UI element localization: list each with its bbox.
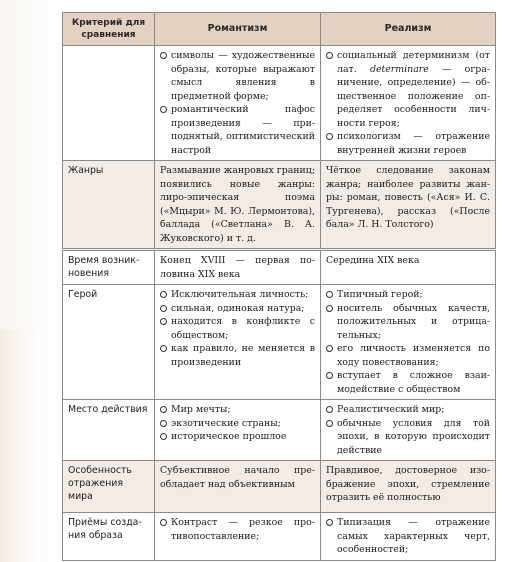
- table-row: [63, 513, 496, 561]
- header-criterion: Критерий для сравнения: [63, 13, 155, 46]
- scan-shadow: [0, 330, 40, 562]
- list-item: обычные условия для той эпохи, в которую происходит действие: [326, 417, 490, 458]
- row-criterion: Приёмы создания образа: [63, 513, 155, 561]
- list-item: историческое прошлое: [160, 430, 315, 444]
- row-criterion: Герой: [63, 285, 155, 400]
- list-item: экзотические страны;: [160, 417, 315, 431]
- romanticism-cell: Размывание жанровых границ; появились новые жанры: лиро-эпическая поэма («Мцыри» М. Ю. Лермонтова), баллада («Светлана» В. А. Жуковского) и т. д.: [155, 161, 321, 250]
- list-item: носитель обычных качеств, положительных и отрицательных;: [326, 302, 490, 343]
- table-row: [63, 461, 496, 513]
- comparison-table: [62, 12, 496, 561]
- table-row: [63, 285, 496, 400]
- table-row: [63, 46, 496, 161]
- realism-cell: Середина XIX века: [321, 250, 496, 285]
- bullet-list: [326, 403, 490, 457]
- list-item: Мир мечты;: [160, 403, 315, 417]
- romanticism-cell: Конец XVIII — первая половина XIX века: [155, 250, 321, 285]
- row-criterion: [63, 46, 155, 161]
- realism-cell: [321, 513, 496, 561]
- circle-bullet-icon: [160, 106, 167, 113]
- circle-bullet-icon: [160, 420, 167, 427]
- circle-bullet-icon: [326, 291, 333, 298]
- romanticism-cell: Субъективное начало преобладает над объективным: [155, 461, 321, 513]
- circle-bullet-icon: [160, 291, 167, 298]
- circle-bullet-icon: [326, 372, 333, 379]
- table-row: [63, 250, 496, 285]
- romanticism-cell: [155, 513, 321, 561]
- header-romanticism: Романтизм: [155, 13, 321, 46]
- list-item: Реалистический мир;: [326, 403, 490, 417]
- circle-bullet-icon: [160, 519, 167, 526]
- list-item: как правило, не меняется в произведении: [160, 342, 315, 369]
- circle-bullet-icon: [160, 318, 167, 325]
- bullet-list: [160, 49, 315, 157]
- list-item: Типичный герой;: [326, 288, 490, 302]
- realism-cell: Чёткое следование законам жанра; наиболее развиты жанры: роман, повесть («Ася» И. С. Тургенева), рассказ («После бала» Л. Н. Толстого): [321, 161, 496, 250]
- list-item: его личность изменяется по ходу повествования;: [326, 342, 490, 369]
- bullet-list: [160, 403, 315, 444]
- list-item: вступает в сложное взаимодействие с обществом: [326, 369, 490, 396]
- list-item: символы — художественные образы, которые выражают смысл явления в предметной форме;: [160, 49, 315, 103]
- header-realism: Реализм: [321, 13, 496, 46]
- circle-bullet-icon: [326, 345, 333, 352]
- list-item: романтический пафос произведения — приподнятый, оптимистический настрой: [160, 103, 315, 157]
- list-item: социальный детерминизм (от лат. determinare — ограничение, определение) — общественное положение определяет особенности личности героя;: [326, 49, 490, 130]
- circle-bullet-icon: [160, 305, 167, 312]
- realism-cell: [321, 285, 496, 400]
- row-criterion: Место действия: [63, 400, 155, 461]
- list-item: сильная, одинокая натура;: [160, 302, 315, 316]
- bullet-list: [326, 516, 490, 557]
- romanticism-cell: [155, 46, 321, 161]
- table-row: [63, 161, 496, 250]
- realism-cell: [321, 400, 496, 461]
- list-item: находится в конфликте с обществом;: [160, 315, 315, 342]
- list-item: психологизм — отражение внутренней жизни героев: [326, 130, 490, 157]
- bullet-list: [160, 516, 315, 543]
- list-item: Исключительная личность;: [160, 288, 315, 302]
- realism-cell: [321, 46, 496, 161]
- circle-bullet-icon: [326, 305, 333, 312]
- bullet-list: [160, 288, 315, 369]
- bullet-list: [326, 288, 490, 396]
- list-item: Контраст — резкое противопоставление;: [160, 516, 315, 543]
- row-criterion: Время возникновения: [63, 250, 155, 285]
- circle-bullet-icon: [326, 406, 333, 413]
- circle-bullet-icon: [160, 52, 167, 59]
- table-header-row: [63, 13, 496, 46]
- circle-bullet-icon: [326, 52, 333, 59]
- circle-bullet-icon: [160, 433, 167, 440]
- circle-bullet-icon: [326, 133, 333, 140]
- realism-cell: Правдивое, достоверное изображение эпохи, стремление отразить её полностью: [321, 461, 496, 513]
- list-item: Типизация — отражение самых характерных черт, особенностей;: [326, 516, 490, 557]
- circle-bullet-icon: [326, 519, 333, 526]
- romanticism-cell: [155, 285, 321, 400]
- circle-bullet-icon: [326, 420, 333, 427]
- bullet-list: [326, 49, 490, 157]
- row-criterion: Жанры: [63, 161, 155, 250]
- table-row: [63, 400, 496, 461]
- circle-bullet-icon: [160, 406, 167, 413]
- romanticism-cell: [155, 400, 321, 461]
- row-criterion: Особенность отражения мира: [63, 461, 155, 513]
- circle-bullet-icon: [160, 345, 167, 352]
